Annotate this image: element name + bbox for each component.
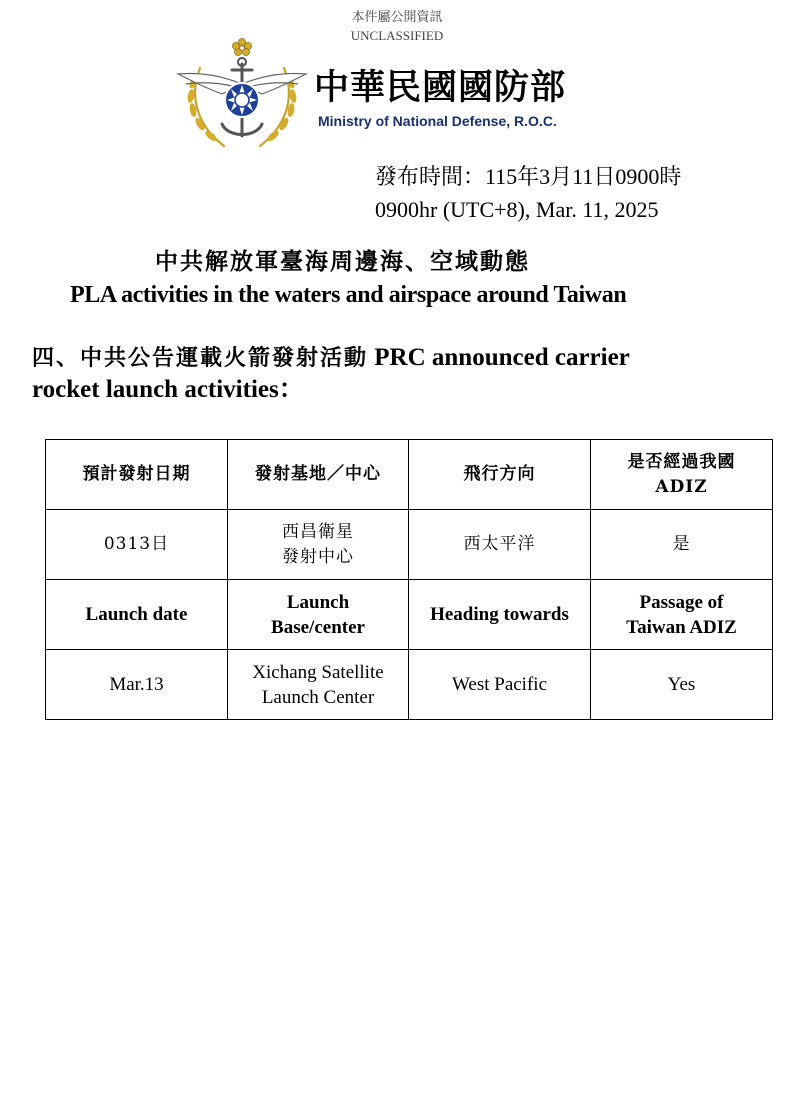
header-cell-adiz-zh-line1: 是否經過我國 bbox=[627, 451, 736, 472]
header-cell-base-en-line1: Launch bbox=[286, 591, 350, 613]
section-heading-zh: 四、中共公告運載火箭發射活動 bbox=[32, 345, 369, 371]
cell-heading-en: West Pacific bbox=[409, 650, 591, 720]
header-cell-base-zh: 發射基地／中心 bbox=[228, 440, 409, 510]
classification-label-zh: 本件屬公開資訊 bbox=[351, 9, 443, 24]
cell-base-zh-line2: 發射中心 bbox=[282, 546, 354, 567]
header-cell-adiz-zh bbox=[591, 440, 773, 510]
section-heading bbox=[32, 342, 672, 405]
header-cell-heading-zh: 飛行方向 bbox=[409, 440, 591, 510]
release-time-en: 0900hr (UTC+8), Mar. 11, 2025 bbox=[375, 197, 659, 222]
cell-date-zh: 0313日 bbox=[46, 510, 228, 580]
table-row-zh-data bbox=[46, 510, 773, 580]
cell-adiz-zh: 是 bbox=[591, 510, 773, 580]
header-cell-date-zh: 預計發射日期 bbox=[46, 440, 228, 510]
cell-date-en: Mar.13 bbox=[46, 650, 228, 720]
cell-base-zh bbox=[228, 510, 409, 580]
ministry-name-en: Ministry of National Defense, R.O.C. bbox=[318, 113, 557, 129]
mnd-emblem-icon bbox=[172, 38, 312, 154]
release-time-zh: 發布時間：115年3月11日0900時 bbox=[375, 164, 682, 189]
document-title-zh: 中共解放軍臺海周邊海、空域動態 bbox=[155, 248, 530, 275]
document-title-en: PLA activities in the waters and airspace around Taiwan bbox=[70, 282, 627, 308]
header-cell-adiz-en bbox=[591, 580, 773, 650]
cell-base-en-line2: Launch Center bbox=[261, 686, 375, 708]
launch-table bbox=[45, 439, 773, 720]
header-cell-date-en: Launch date bbox=[46, 580, 228, 650]
classification-label-en: UNCLASSIFIED bbox=[350, 28, 444, 43]
section-heading-en: PRC announced carrier rocket launch activities： bbox=[32, 344, 630, 403]
table-row-en-data bbox=[46, 650, 773, 720]
ministry-name-zh: 中華民國國防部 bbox=[314, 68, 567, 108]
cell-base-zh-line1: 西昌衛星 bbox=[282, 521, 354, 542]
cell-base-en bbox=[228, 650, 409, 720]
table-row-zh-header bbox=[46, 440, 773, 510]
cell-heading-zh: 西太平洋 bbox=[409, 510, 591, 580]
table-row-en-header bbox=[46, 580, 773, 650]
header-cell-base-en-line2: Base/center bbox=[271, 616, 365, 638]
header-cell-heading-en: Heading towards bbox=[409, 580, 591, 650]
header-cell-adiz-en-line2: Taiwan ADIZ bbox=[626, 616, 737, 638]
header-cell-base-en bbox=[228, 580, 409, 650]
cell-adiz-en: Yes bbox=[591, 650, 773, 720]
header-cell-adiz-en-line1: Passage of bbox=[639, 591, 724, 613]
header-cell-adiz-zh-line2: ADIZ bbox=[655, 476, 708, 497]
cell-base-en-line1: Xichang Satellite bbox=[252, 661, 384, 683]
